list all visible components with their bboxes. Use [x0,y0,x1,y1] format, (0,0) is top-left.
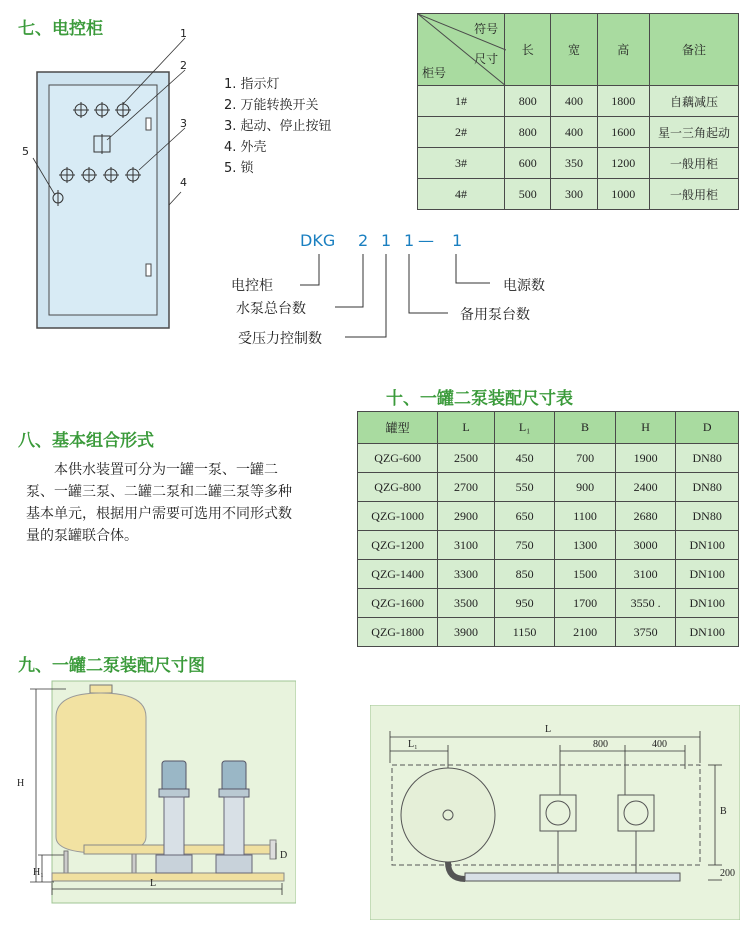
label-cabinet: 电控柜 [231,278,273,294]
cell-note: 自藕减压 [649,86,738,117]
section10-title: 十、一罐二泵装配尺寸表 [386,389,573,409]
cell-width: 400 [551,86,597,117]
cell-height: 1600 [597,117,649,148]
label-pumps-total: 水泵总台数 [236,301,306,317]
side-label-H1: H₁ [33,867,44,878]
cell-width: 300 [551,179,597,210]
table-cell: 1700 [555,589,616,618]
table-cell: DN100 [676,589,739,618]
legend-item-5: 5. 锁 [224,161,254,176]
table-cell: DN80 [676,444,739,473]
table-cell: QZG-1600 [358,589,438,618]
table-cell: DN100 [676,531,739,560]
code-digit1: 2 [358,231,369,250]
table-cell: 450 [494,444,554,473]
legend-item-1: 1. 指示灯 [224,77,280,92]
top-label-B: B [720,806,727,817]
code-digit3: 1 [404,231,415,250]
table-cell: QZG-1000 [358,502,438,531]
table-cell: 3300 [438,560,495,589]
cell-note: 一般用柜 [649,179,738,210]
table-cell: 700 [555,444,616,473]
top-label-400: 400 [652,739,667,750]
cell-model: 4# [418,179,505,210]
table-cell: 550 [494,473,554,502]
top-view-diagram [370,705,740,920]
table-cell: 3900 [438,618,495,647]
callout-2: 2 [180,59,187,72]
pipe-flange [270,840,276,859]
cell-length: 800 [505,86,551,117]
cell-length: 600 [505,148,551,179]
col-length: 长 [505,14,551,86]
table-cell: QZG-1800 [358,618,438,647]
top-label-800: 800 [593,739,608,750]
col-tank-type: 罐型 [358,412,438,444]
table-cell: 3000 [615,531,676,560]
table-cell: 2100 [555,618,616,647]
cabinet-door [49,85,157,315]
cell-model: 3# [418,148,505,179]
cell-height: 1800 [597,86,649,117]
table-row [358,589,739,618]
table-cell: 3100 [615,560,676,589]
table-row [418,86,739,117]
callout-4: 4 [180,176,187,189]
top-label-200: 200 [720,868,735,879]
table-row [358,560,739,589]
section8-paragraph: 本供水装置可分为一罐一泵、一罐二泵、一罐三泵、二罐二泵和二罐三泵等多种基本单元，根据用户需要可选用不同形式数量的泵罐联合体。 [26,462,292,544]
table-row [358,531,739,560]
table-cell: QZG-1400 [358,560,438,589]
cell-length: 800 [505,117,551,148]
hinge-bottom [146,264,151,276]
header-model: 柜号 [422,66,447,80]
col-D: D [676,412,739,444]
cabinet-spec-table [417,13,739,210]
top-label-L: L [545,724,552,735]
header-symbol: 符号 [474,22,499,36]
table-row [418,117,739,148]
table-cell: DN80 [676,473,739,502]
table-cell: 1150 [494,618,554,647]
table-cell: 2700 [438,473,495,502]
table-cell: 1300 [555,531,616,560]
cell-model: 1# [418,86,505,117]
table-cell: DN80 [676,502,739,531]
col-width: 宽 [551,14,597,86]
table-cell: 3500 [438,589,495,618]
table-cell: 1900 [615,444,676,473]
cell-height: 1200 [597,148,649,179]
label-standby-pumps: 备用泵台数 [460,307,530,323]
top-outlet-pipe [465,873,680,881]
cell-length: 500 [505,179,551,210]
table-cell: 3550 . [615,589,676,618]
table-cell: 2680 [615,502,676,531]
table-cell: QZG-800 [358,473,438,502]
base-frame [52,873,284,881]
side-view-diagram [14,677,296,907]
assembly-size-table [357,411,739,647]
code-dash: — [418,231,434,250]
label-pressure-control: 受压力控制数 [238,331,322,347]
table-cell: 3100 [438,531,495,560]
table-cell: 900 [555,473,616,502]
cell-model: 2# [418,117,505,148]
legend-item-3: 3. 起动、停止按钮 [224,119,332,134]
table-cell: 3750 [615,618,676,647]
cell-note: 一般用柜 [649,148,738,179]
hinge-top [146,118,151,130]
indicator-lights [73,102,131,118]
table-cell: 950 [494,589,554,618]
table-row [358,618,739,647]
legend-item-4: 4. 外壳 [224,140,267,155]
legend-item-2: 2. 万能转换开关 [224,98,319,113]
cabinet-diagram [15,30,230,340]
table-cell: 650 [494,502,554,531]
cell-width: 400 [551,117,597,148]
table-cell: QZG-600 [358,444,438,473]
top-label-L1: L₁ [408,739,418,750]
table-cell: 2400 [615,473,676,502]
table-row [358,473,739,502]
side-label-L: L [150,878,157,889]
callout-5: 5 [22,145,29,158]
table-row [418,179,739,210]
cell-width: 350 [551,148,597,179]
col-B: B [555,412,616,444]
table-cell: 2900 [438,502,495,531]
top-tank [401,768,495,862]
col-L1: L₁ [494,412,554,444]
col-H: H [615,412,676,444]
table-cell: 1100 [555,502,616,531]
cabinet-legend [224,74,332,179]
col-L: L [438,412,495,444]
callout-1: 1 [180,27,187,40]
header-size: 尺寸 [474,52,499,66]
table-cell: 850 [494,560,554,589]
section7-title: 七、电控柜 [18,19,103,39]
col-note: 备注 [649,14,738,86]
code-prefix: DKG [300,231,336,250]
code-digit2: 1 [381,231,392,250]
code-digit4: 1 [452,231,463,250]
table-cell: 2500 [438,444,495,473]
side-label-D: D [280,850,288,861]
label-power-count: 电源数 [503,278,545,294]
col-height: 高 [597,14,649,86]
side-label-H: H [17,778,25,789]
table-corner-header [418,14,505,86]
table-row [418,148,739,179]
table-cell: QZG-1200 [358,531,438,560]
table-cell: 1500 [555,560,616,589]
table-cell: DN100 [676,618,739,647]
table-cell: DN100 [676,560,739,589]
section9-title: 九、一罐二泵装配尺寸图 [18,656,205,676]
table-row [358,444,739,473]
callout-3: 3 [180,117,187,130]
section8-title: 八、基本组合形式 [18,431,154,451]
cell-height: 1000 [597,179,649,210]
table-cell: 750 [494,531,554,560]
table-row [358,502,739,531]
cell-note: 星一三角起动 [649,117,738,148]
